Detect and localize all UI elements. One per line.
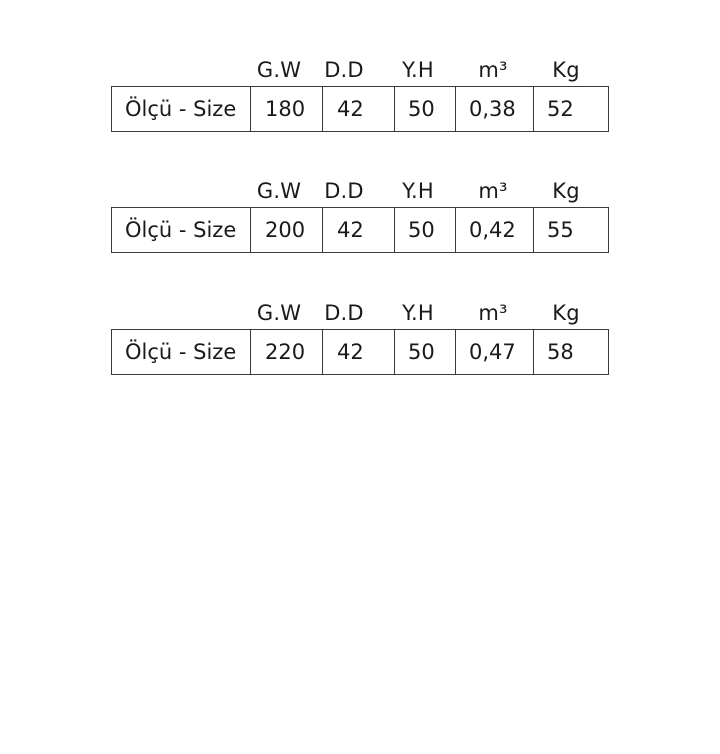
size-label: Ölçü - Size <box>112 208 251 252</box>
header-m3: m³ <box>478 58 508 82</box>
header-gw: G.W <box>256 58 302 82</box>
header-kg: Kg <box>552 301 580 325</box>
header-gw: G.W <box>256 179 302 203</box>
size-label: Ölçü - Size <box>112 330 251 374</box>
header-m3: m³ <box>478 179 508 203</box>
size-table-3 <box>111 299 609 375</box>
cell-m3: 0,47 <box>456 330 534 374</box>
cell-m3: 0,42 <box>456 208 534 252</box>
header-kg: Kg <box>552 58 580 82</box>
header-m3: m³ <box>478 301 508 325</box>
table-header <box>111 56 609 86</box>
header-yh: Y.H <box>402 179 434 203</box>
header-kg: Kg <box>552 179 580 203</box>
table-row <box>111 207 609 253</box>
table-row <box>111 329 609 375</box>
cell-dd: 42 <box>323 208 395 252</box>
header-dd: D.D <box>324 301 364 325</box>
table-header <box>111 177 609 207</box>
header-yh: Y.H <box>402 58 434 82</box>
cell-dd: 42 <box>323 87 395 131</box>
cell-yh: 50 <box>395 208 456 252</box>
cell-kg: 52 <box>547 97 574 121</box>
cell-m3: 0,38 <box>456 87 534 131</box>
cell-gw: 200 <box>251 208 323 252</box>
cell-gw: 180 <box>251 87 323 131</box>
cell-yh: 50 <box>395 330 456 374</box>
size-table-2 <box>111 177 609 253</box>
table-header <box>111 299 609 329</box>
header-dd: D.D <box>324 58 364 82</box>
cell-kg: 58 <box>547 340 574 364</box>
cell-yh: 50 <box>395 87 456 131</box>
header-dd: D.D <box>324 179 364 203</box>
size-table-1 <box>111 56 609 132</box>
cell-gw: 220 <box>251 330 323 374</box>
header-yh: Y.H <box>402 301 434 325</box>
cell-dd: 42 <box>323 330 395 374</box>
header-gw: G.W <box>256 301 302 325</box>
cell-kg: 55 <box>547 218 574 242</box>
size-label: Ölçü - Size <box>112 87 251 131</box>
table-row <box>111 86 609 132</box>
